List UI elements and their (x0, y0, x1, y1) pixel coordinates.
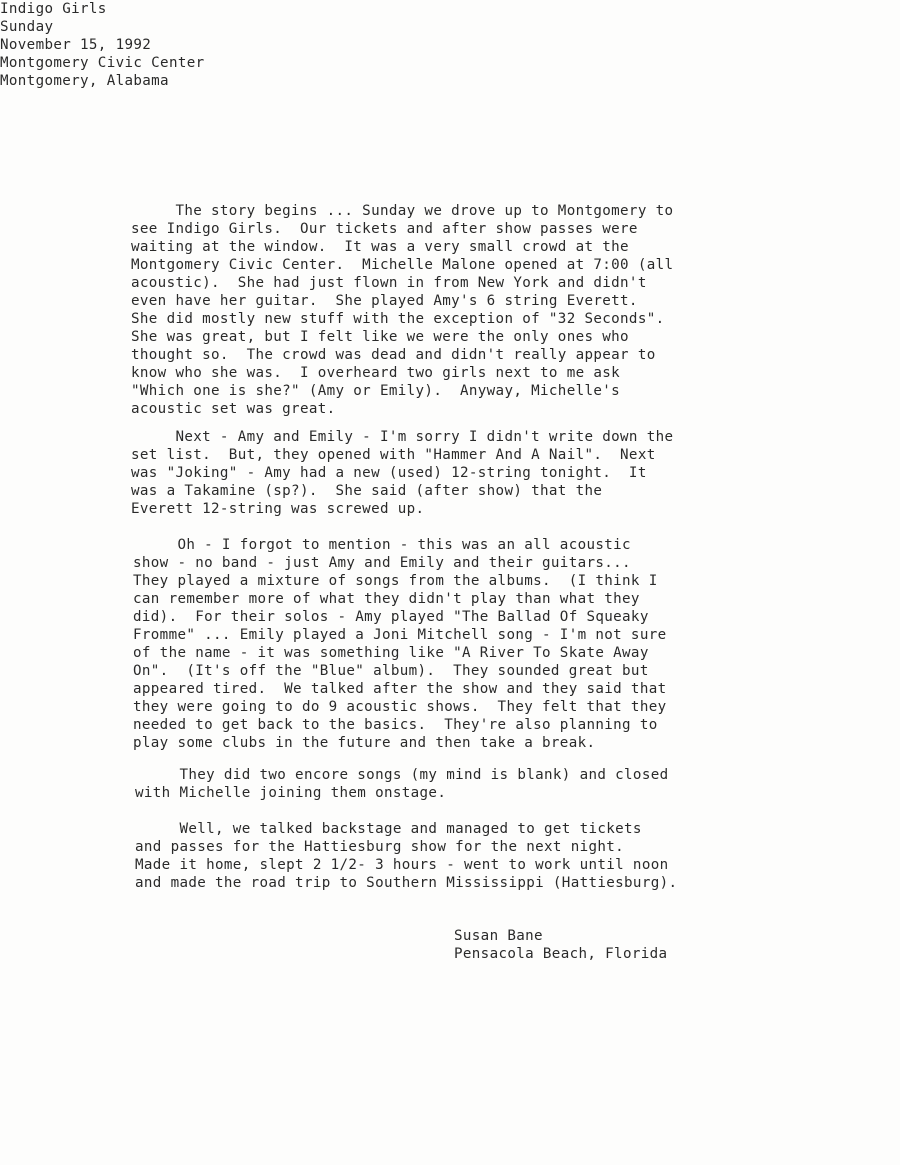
paragraph-backstage (135, 820, 677, 892)
header-date: November 15, 1992 (0, 37, 152, 53)
text-line: was a Takamine (sp?). She said (after show) that the (131, 483, 603, 499)
signature-location: Pensacola Beach, Florida (454, 946, 668, 962)
text-line: with Michelle joining them onstage. (135, 785, 447, 801)
paragraph-opening-act (131, 202, 673, 418)
paragraph-encore (135, 766, 669, 802)
text-line: acoustic). She had just flown in from New York and didn't (131, 275, 647, 291)
text-line: Well, we talked backstage and managed to get tickets (135, 821, 642, 837)
text-line: even have her guitar. She played Amy's 6 string Everett. (131, 293, 638, 309)
text-line: She was great, but I felt like we were the only ones who (131, 329, 629, 345)
text-line: Made it home, slept 2 1/2- 3 hours - went to work until noon (135, 857, 669, 873)
text-line: On". (It's off the "Blue" album). They sounded great but (133, 663, 649, 679)
text-line: needed to get back to the basics. They're also planning to (133, 717, 658, 733)
signature-block (454, 927, 667, 963)
text-line: Next - Amy and Emily - I'm sorry I didn't write down the (131, 429, 674, 445)
text-line: did). For their solos - Amy played "The Ballad Of Squeaky (133, 609, 649, 625)
text-line: and made the road trip to Southern Mississippi (Hattiesburg). (135, 875, 678, 891)
text-line: They did two encore songs (my mind is blank) and closed (135, 767, 669, 783)
header-venue: Montgomery Civic Center (0, 55, 205, 71)
text-line: know who she was. I overheard two girls next to me ask (131, 365, 621, 381)
text-line: thought so. The crowd was dead and didn't really appear to (131, 347, 656, 363)
text-line: Montgomery Civic Center. Michelle Malone opened at 7:00 (all (131, 257, 674, 273)
text-line: They played a mixture of songs from the albums. (I think I (133, 573, 658, 589)
text-line: can remember more of what they didn't play than what they (133, 591, 640, 607)
header-day: Sunday (0, 19, 54, 35)
text-line: She did mostly new stuff with the exception of "32 Seconds". (131, 311, 665, 327)
signature-name: Susan Bane (454, 928, 543, 944)
letter-header (0, 0, 900, 90)
text-line: Fromme" ... Emily played a Joni Mitchell song - I'm not sure (133, 627, 667, 643)
text-line: Everett 12-string was screwed up. (131, 501, 425, 517)
text-line: show - no band - just Amy and Emily and their guitars... (133, 555, 631, 571)
header-city: Montgomery, Alabama (0, 73, 169, 89)
text-line: The story begins ... Sunday we drove up to Montgomery to (131, 203, 674, 219)
text-line: acoustic set was great. (131, 401, 336, 417)
text-line: Oh - I forgot to mention - this was an all acoustic (133, 537, 631, 553)
text-line: waiting at the window. It was a very small crowd at the (131, 239, 629, 255)
text-line: set list. But, they opened with "Hammer And A Nail". Next (131, 447, 656, 463)
text-line: see Indigo Girls. Our tickets and after show passes were (131, 221, 638, 237)
paragraph-acoustic-show (133, 536, 667, 752)
header-band-name: Indigo Girls (0, 1, 107, 17)
text-line: appeared tired. We talked after the show and they said that (133, 681, 667, 697)
text-line: was "Joking" - Amy had a new (used) 12-string tonight. It (131, 465, 647, 481)
text-line: and passes for the Hattiesburg show for the next night. (135, 839, 625, 855)
text-line: play some clubs in the future and then take a break. (133, 735, 596, 751)
paragraph-main-set (131, 428, 673, 518)
text-line: they were going to do 9 acoustic shows. They felt that they (133, 699, 667, 715)
text-line: of the name - it was something like "A River To Skate Away (133, 645, 649, 661)
text-line: "Which one is she?" (Amy or Emily). Anyway, Michelle's (131, 383, 621, 399)
